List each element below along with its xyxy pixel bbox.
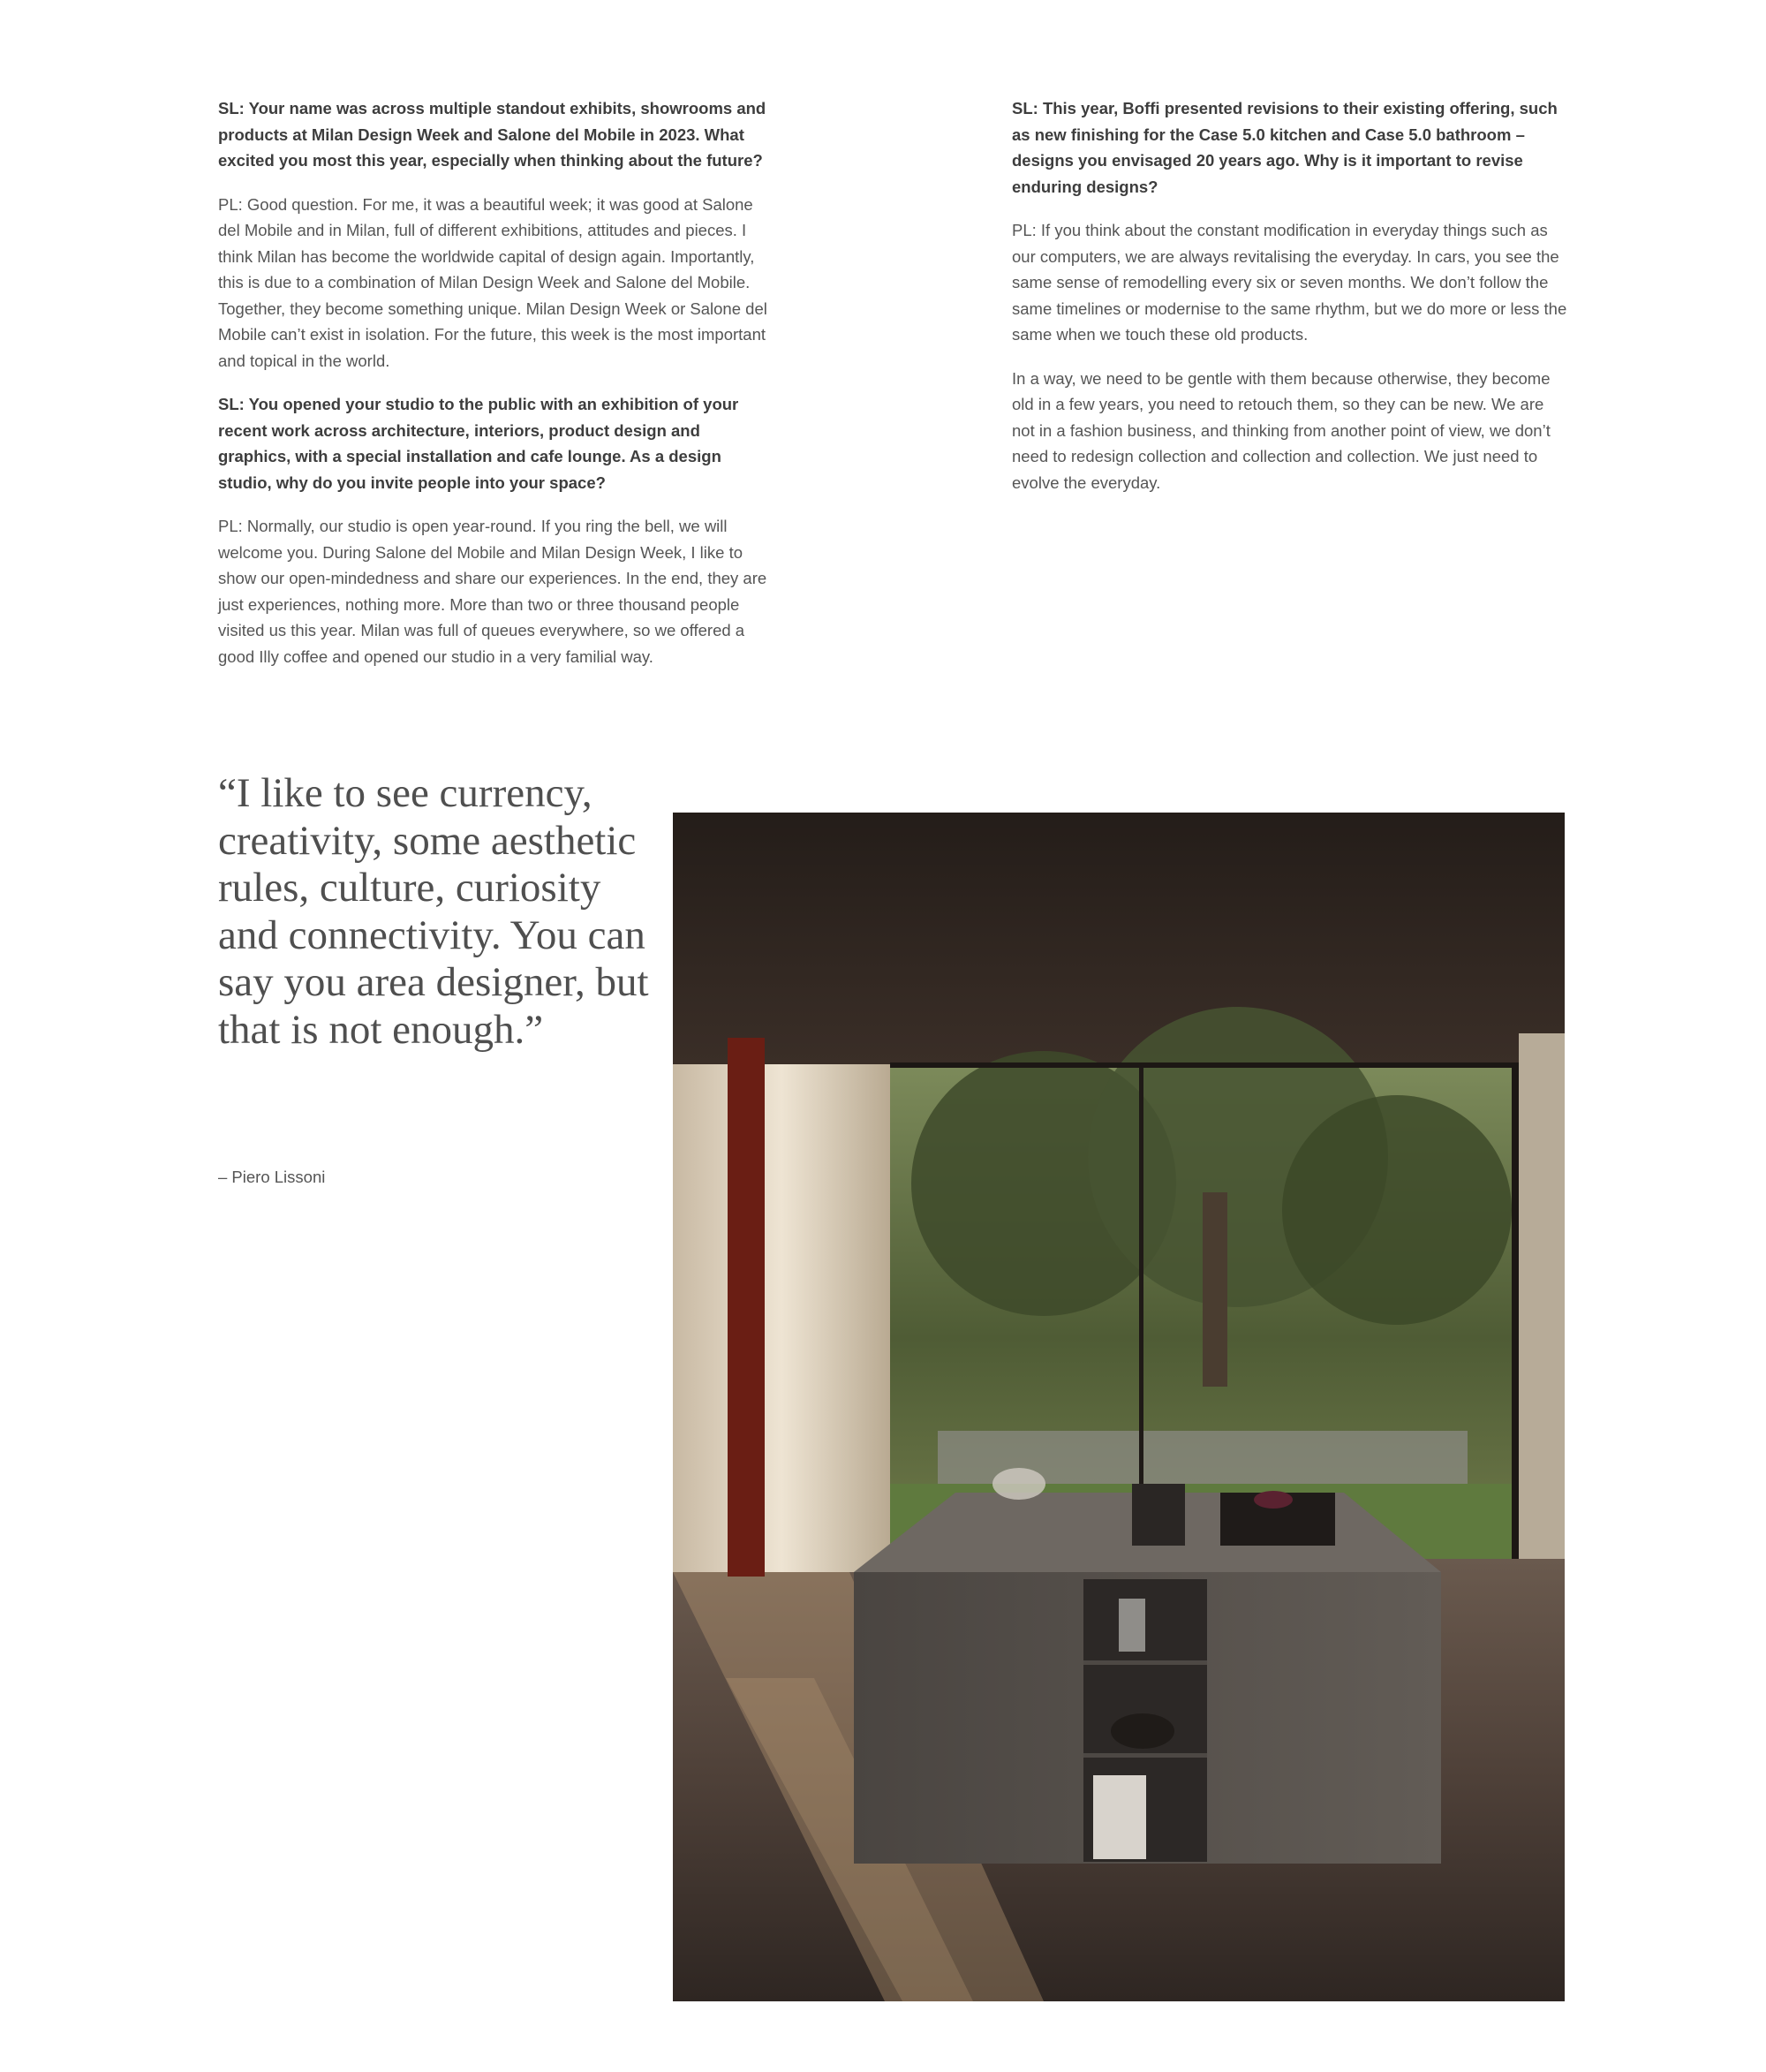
window-frame: [890, 1062, 1517, 1068]
cooktop: [1132, 1484, 1185, 1546]
interview-answer: PL: Good question. For me, it was a beautiful week; it was good at Salone del Mobile and in Milan, full of different exhibitions, attitudes and pieces. I think Milan has become the worldwide capital of design again. Importantly, this is due to a combination of Milan Design Week and Salone del Mobile. Together, they become something unique. Milan Design Week or Salone del Mobile can’t exist in isolation. For the future, this week is the most important and topical in the world.: [218, 194, 767, 370]
interview-answer: PL: Normally, our studio is open year-round. If you ring the bell, we will welcome you. During Salone del Mobile and Milan Design Week, I like to show our open-mindedness and share our experiences. In the end, they are just experiences, nothing more. More than two or three thousand people visited us this year. Milan was full of queues everywhere, so we offered a good Illy coffee and opened our studio in a very familial way.: [218, 517, 767, 666]
pull-quote: “I like to see currency, creativity, some aesthetic rules, culture, curiosity and connectivity. You can say you area designer, but that is not enough.”: [218, 770, 649, 1053]
right-wall: [1519, 1033, 1565, 1607]
quote-attribution: – Piero Lissoni: [218, 1168, 326, 1186]
interview-answer: PL: If you think about the constant modification in everyday things such as our computers, we are always revitalising the everyday. In cars, you see the same sense of remodelling every six or seven months. We don’t follow the same timelines or modernise to the same rhythm, but we do more or less the same when we touch these old products.: [1012, 221, 1567, 344]
kitchen-island-photo: [673, 813, 1565, 2001]
ceiling: [673, 813, 1565, 1064]
curtain: [673, 1064, 890, 1572]
interview-question: SL: You opened your studio to the public with an exhibition of your recent work across architecture, interiors, product design and graphics, with a special installation and cafe lounge. As a design studio, why do you invite people into your space?: [218, 395, 739, 492]
left-column: [218, 95, 774, 687]
interview-question: SL: Your name was across multiple standout exhibits, showrooms and products at Milan Design Week and Salone del Mobile in 2023. What excited you most this year, especially when thinking about the future?: [218, 99, 766, 170]
interview-answer: In a way, we need to be gentle with them because otherwise, they become old in a few years, you need to retouch them, so they can be new. We are not in a fashion business, and thinking from another point of view, we don’t need to redesign collection and collection and collection. We just need to evolve the everyday.: [1012, 368, 1551, 492]
red-column: [728, 1038, 765, 1577]
right-column: [1012, 95, 1568, 513]
interview-question: SL: This year, Boffi presented revisions to their existing offering, such as new finishing for the Case 5.0 kitchen and Case 5.0 bathroom – designs you envisaged 20 years ago. Why is it important to revise enduring designs?: [1012, 99, 1558, 196]
